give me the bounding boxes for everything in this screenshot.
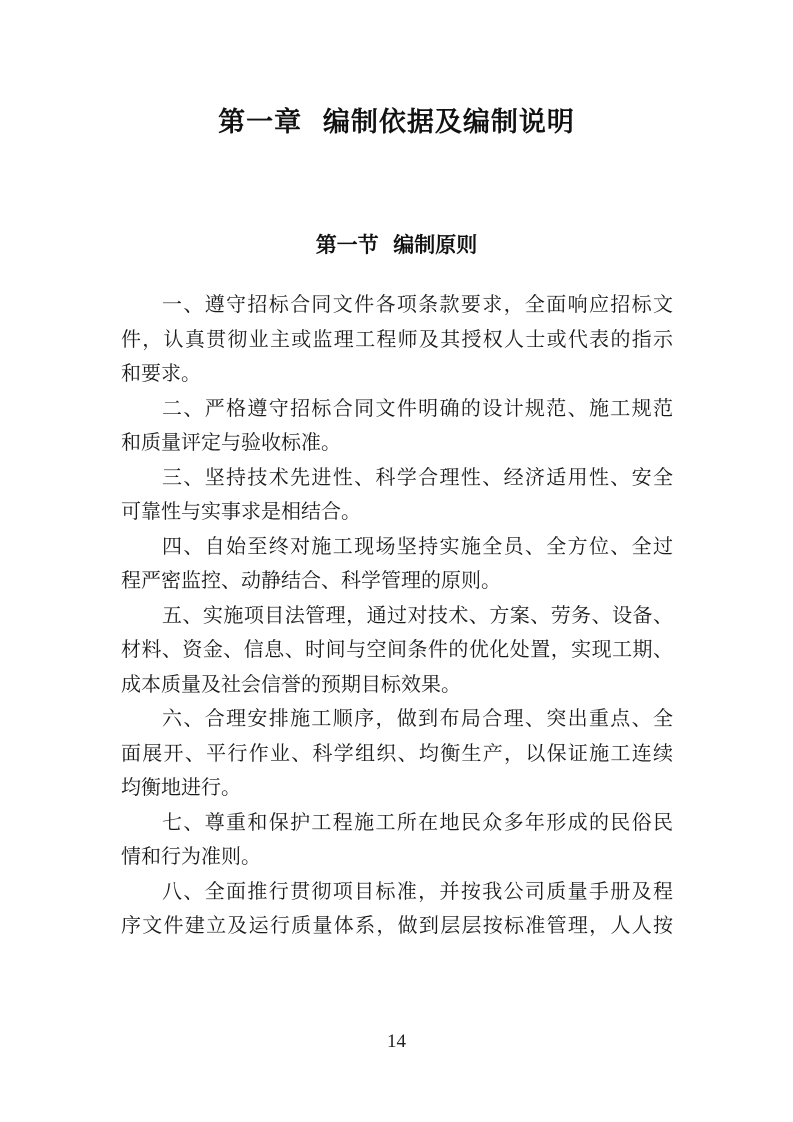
paragraph-6 <box>121 701 673 805</box>
paragraph-line: 八、全面推行贯彻项目标准，并按我公司质量手册及程 <box>162 878 673 903</box>
paragraph-line: 一、遵守招标合同文件各项条款要求，全面响应招标文 <box>162 292 673 316</box>
paragraph-line: 六、合理安排施工顺序，做到布局合理、突出重点、全 <box>162 706 673 730</box>
paragraph-1 <box>121 287 673 391</box>
paragraph-line: 件，认真贯彻业主或监理工程师及其授权人士或代表的指示 <box>121 326 673 351</box>
paragraph-line: 七、尊重和保护工程施工所在地民众多年形成的民俗民 <box>162 809 673 834</box>
section-title: 第一节 编制原则 <box>315 233 478 257</box>
body-text <box>121 287 673 943</box>
paragraph-line: 二、严格遵守招标合同文件明确的设计规范、施工规范 <box>162 395 673 420</box>
paragraph-line: 均衡地进行。 <box>121 775 241 799</box>
paragraph-line: 四、自始至终对施工现场坚持实施全员、全方位、全过 <box>162 533 673 558</box>
paragraph-line: 程严密监控、动静结合、科学管理的原则。 <box>121 568 501 592</box>
paragraph-4 <box>121 529 673 598</box>
paragraph-line: 和要求。 <box>121 361 201 385</box>
paragraph-line: 和质量评定与验收标准。 <box>121 430 341 454</box>
paragraph-5 <box>121 598 673 702</box>
page-number: 14 <box>387 1031 406 1052</box>
paragraph-2 <box>121 391 673 460</box>
paragraph-line: 序文件建立及运行质量体系，做到层层按标准管理，人人按 <box>121 913 673 937</box>
paragraph-line: 面展开、平行作业、科学组织、均衡生产，以保证施工连续 <box>121 740 673 765</box>
paragraph-8 <box>121 874 673 943</box>
paragraph-line: 成本质量及社会信誉的预期目标效果。 <box>121 671 461 696</box>
paragraph-line: 情和行为准则。 <box>121 844 261 868</box>
paragraph-line: 材料、资金、信息、时间与空间条件的优化处置，实现工期、 <box>121 637 673 661</box>
paragraph-line: 可靠性与实事求是相结合。 <box>121 499 361 523</box>
paragraph-line: 三、坚持技术先进性、科学合理性、经济适用性、安全 <box>162 464 673 489</box>
paragraph-line: 五、实施项目法管理，通过对技术、方案、劳务、设备、 <box>162 602 673 627</box>
chapter-title: 第一章 编制依据及编制说明 <box>218 107 575 138</box>
paragraph-7 <box>121 805 673 874</box>
paragraph-3 <box>121 460 673 529</box>
